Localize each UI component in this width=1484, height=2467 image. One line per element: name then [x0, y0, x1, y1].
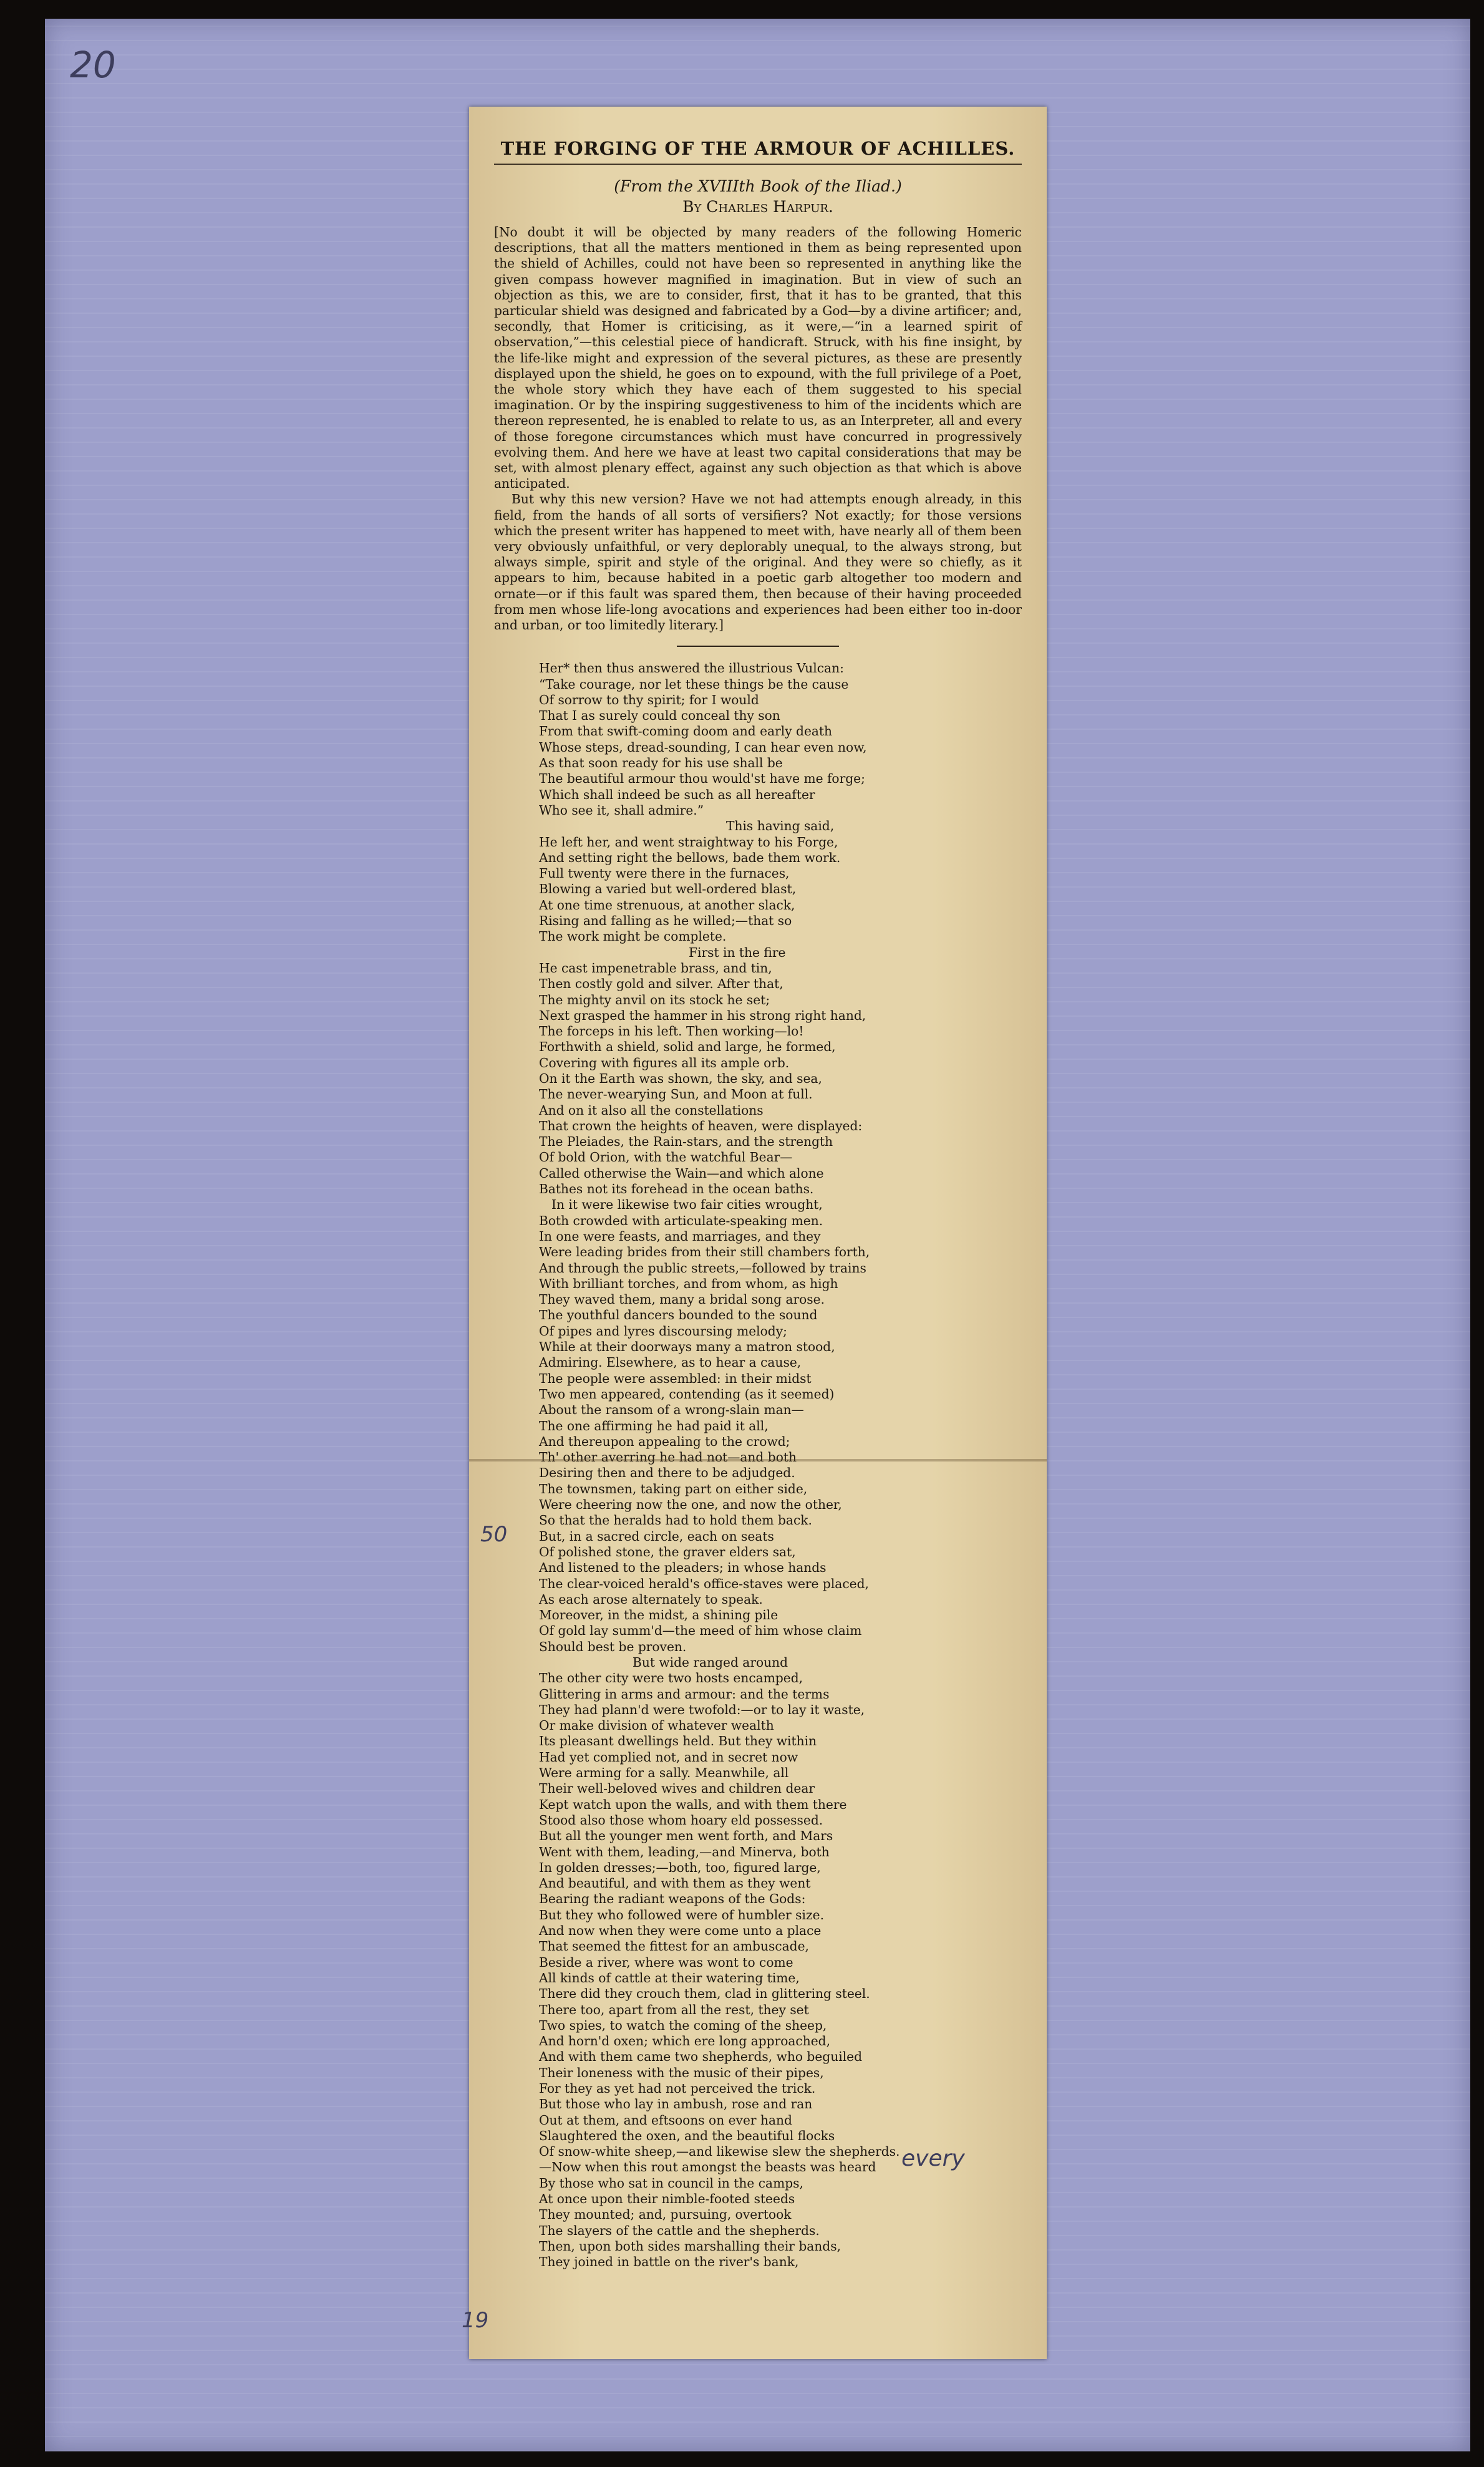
poem-line: From that swift-coming doom and early death	[539, 724, 833, 739]
poem-line: Two spies, to watch the coming of the sheep,	[539, 2017, 827, 2033]
poem-line: In it were likewise two fair cities wrought,	[551, 1197, 823, 1213]
poem-line: That I as surely could conceal thy son	[539, 708, 780, 724]
poem-line: Who see it, shall admire.”	[539, 802, 704, 818]
poem-line: Her* then thus answered the illustrious Vulcan:	[539, 661, 844, 676]
poem-line: They waved them, many a bridal song arose.	[539, 1292, 825, 1307]
poem-line: And thereupon appealing to the crowd;	[539, 1433, 790, 1449]
poem-line: And on it also all the constellations	[539, 1102, 764, 1118]
poem-line: Forthwith a shield, solid and large, he formed,	[539, 1039, 836, 1055]
poem-line: So that the heralds had to hold them back.	[539, 1513, 812, 1528]
poem-title: THE FORGING OF THE ARMOUR OF ACHILLES.	[494, 138, 1022, 165]
poem-line: They joined in battle on the river's bank,	[539, 2254, 799, 2270]
poem-line: But all the younger men went forth, and Mars	[539, 1828, 833, 1844]
poem-line: The work might be complete.	[539, 929, 727, 944]
poem-line: Of polished stone, the graver elders sat,	[539, 1544, 796, 1559]
poem-line: For they as yet had not perceived the trick.	[539, 2081, 816, 2096]
poem-line: “Take courage, nor let these things be the cause	[539, 676, 849, 692]
poem-line: Of sorrow to thy spirit; for I would	[539, 692, 759, 707]
poem-line: Beside a river, where was wont to come	[539, 1954, 793, 1970]
poem-line: Which shall indeed be such as all hereafter	[539, 787, 815, 802]
poem-line: And listened to the pleaders; in whose hands	[539, 1560, 827, 1576]
poem-line: He left her, and went straightway to his Forge,	[539, 834, 838, 850]
poem-line: The clear-voiced herald's office-staves were placed,	[539, 1576, 869, 1591]
poem-line: And horn'd oxen; which ere long approached,	[539, 2033, 831, 2049]
preface-paragraph: [No doubt it will be objected by many readers of the following Homeric descriptions, that all the matters mentioned in them as being represented upon the shield of Achilles, could not have been so represented in anything like the given compass however magnified in imagination. But in view of such an objection as this, we are to consider, first, that it has to be granted, that this particular shield was designed and fabricated by a God—by a divine artificer; and, secondly, that Homer is criticising, as it were,—“in a learned spirit of observation,”—this celestial piece of handicraft. Struck, with his fine insight, by the life-like might and expression of the several pictures, as these are presently displayed upon the shield, he goes on to expound, with the full privilege of a Poet, the whole story which they have each of them suggested to his special imagination. Or by the inspiring suggestiveness to him of the incidents which are thereon represented, he is enabled to relate to us, as an Interpreter, all and every of those foregone circumstances which must have concurred in progressively evolving them. And here we have at least two capital considerations that may be set, with almost plenary effect, against any such objection as that which is above anticipated.	[494, 225, 1022, 492]
poem-line: Were leading brides from their still chambers forth,	[539, 1244, 870, 1260]
poem-text	[494, 661, 1022, 2270]
poem-line: Out at them, and eftsoons on ever hand	[539, 2112, 792, 2128]
poem-line: This having said,	[726, 818, 835, 834]
poem-line: Called otherwise the Wain—and which alone	[539, 1165, 824, 1181]
poem-line: As that soon ready for his use shall be	[539, 755, 783, 771]
bottom-number: 19	[462, 2308, 489, 2333]
poem-line: The beautiful armour thou would'st have me forge;	[539, 771, 865, 787]
poem-line: Should best be proven.	[539, 1639, 687, 1654]
poem-line: The never-wearying Sun, and Moon at full.	[539, 1087, 813, 1102]
divider-rule	[677, 646, 839, 647]
poem-line: Then costly gold and silver. After that,	[539, 976, 783, 992]
poem-line: First in the fire	[689, 944, 786, 960]
poem-line: They mounted; and, pursuing, overtook	[539, 2207, 792, 2222]
poem-line: Or make division of whatever wealth	[539, 1718, 774, 1733]
poem-line: Then, upon both sides marshalling their bands,	[539, 2238, 841, 2254]
poem-line: There too, apart from all the rest, they set	[539, 2002, 809, 2017]
poem-line: Th' other averring he had not—and both	[539, 1450, 797, 1465]
poem-line: Of bold Orion, with the watchful Bear—	[539, 1150, 793, 1165]
poem-line: The mighty anvil on its stock he set;	[539, 992, 770, 1007]
poem-line: Kept watch upon the walls, and with them there	[539, 1796, 847, 1812]
poem-line: Moreover, in the midst, a shining pile	[539, 1607, 778, 1623]
poem-line: Full twenty were there in the furnaces,	[539, 866, 790, 881]
poem-line: There did they crouch them, clad in glittering steel.	[539, 1986, 870, 2002]
poem-line: And setting right the bellows, bade them work.	[539, 850, 841, 865]
poem-line: Slaughtered the oxen, and the beautiful flocks	[539, 2128, 835, 2143]
poem-line: The youthful dancers bounded to the sound	[539, 1307, 818, 1323]
poem-line: All kinds of cattle at their watering time,	[539, 1970, 800, 1985]
clipping-seam	[469, 1459, 1047, 1461]
poem-line: Blowing a varied but well-ordered blast,	[539, 881, 797, 897]
poem-line: Whose steps, dread-sounding, I can hear even now,	[539, 739, 867, 755]
poem-line: That seemed the fittest for an ambuscade,	[539, 1939, 809, 1954]
poem-line: And through the public streets,—followed by trains	[539, 1260, 866, 1276]
poem-line: Its pleasant dwellings held. But they within	[539, 1733, 817, 1749]
poem-line: Both crowded with articulate-speaking men.	[539, 1213, 823, 1228]
preface-paragraph: But why this new version? Have we not had attempts enough already, in this field, from the hands of all sorts of versifiers? Not exactly; for those versions which the present writer has happened to meet with, have nearly all of them been very obviously unfaithful, or very deplorably unequal, to the always strong, but always simple, spirit and style of the original. And they were so chiefly, as it appears to him, because habited in a poetic garb altogether too modern and ornate—or if this fault was spared them, then because of their having proceeded from men whose life-long avocations and experiences had been either too in-door and urban, or too limitedly literary.]	[494, 492, 1022, 633]
poem-line: Were arming for a sally. Meanwhile, all	[539, 1765, 789, 1781]
source-note: (From the XVIIIth Book of the Iliad.)	[614, 177, 902, 195]
poem-line: Next grasped the hammer in his strong right hand,	[539, 1007, 866, 1023]
poem-line: The slayers of the cattle and the shepherds.	[539, 2222, 820, 2238]
poem-line: He cast impenetrable brass, and tin,	[539, 960, 772, 976]
author-byline: By Charles Harpur.	[682, 198, 833, 216]
poem-line: Rising and falling as he willed;—that so	[539, 913, 792, 929]
poem-line: —Now when this rout amongst the beasts was heard	[539, 2159, 876, 2175]
poem-line: At one time strenuous, at another slack,	[539, 897, 795, 913]
poem-line: Glittering in arms and armour: and the terms	[539, 1686, 830, 1702]
poem-line: They had plann'd were twofold:—or to lay it waste,	[539, 1702, 865, 1717]
poem-line: Were cheering now the one, and now the other,	[539, 1497, 842, 1513]
poem-line: But those who lay in ambush, rose and ran	[539, 2096, 813, 2112]
newspaper-clipping	[469, 107, 1047, 2359]
poem-line: Covering with figures all its ample orb.	[539, 1055, 790, 1070]
poem-line: And now when they were come unto a place	[539, 1923, 822, 1939]
poem-line: The people were assembled: in their midst	[539, 1370, 812, 1386]
poem-line: Had yet complied not, and in secret now	[539, 1749, 798, 1765]
poem-line: In golden dresses;—both, too, figured large,	[539, 1859, 821, 1875]
poem-line: The forceps in his left. Then working—lo!	[539, 1024, 804, 1039]
poem-line: Of pipes and lyres discoursing melody;	[539, 1323, 787, 1339]
margin-line-number: 50	[480, 1522, 508, 1547]
poem-line: But they who followed were of humbler size.	[539, 1907, 824, 1922]
poem-line: At once upon their nimble-footed steeds	[539, 2191, 795, 2207]
poem-line: The Pleiades, the Rain-stars, and the strength	[539, 1134, 833, 1150]
poem-line: The townsmen, taking part on either side,	[539, 1481, 808, 1496]
poem-line: The other city were two hosts encamped,	[539, 1670, 803, 1686]
poem-line: Went with them, leading,—and Minerva, both	[539, 1844, 830, 1859]
poem-line: And with them came two shepherds, who beguiled	[539, 2049, 862, 2065]
poem-line: About the ransom of a wrong-slain man—	[539, 1402, 804, 1418]
poem-line: And beautiful, and with them as they went	[539, 1876, 811, 1891]
poem-line: Their loneness with the music of their pipes,	[539, 2065, 824, 2080]
poem-line: Their well-beloved wives and children dear	[539, 1781, 815, 1796]
poem-line: The one affirming he had paid it all,	[539, 1418, 769, 1433]
poem-line: Two men appeared, contending (as it seemed)	[539, 1386, 835, 1402]
margin-note: every	[901, 2146, 965, 2171]
poem-line: Admiring. Elsewhere, as to hear a cause,	[539, 1355, 802, 1370]
poem-line: Of gold lay summ'd—the meed of him whose claim	[539, 1623, 862, 1639]
poem-line: Stood also those whom hoary eld possessed.	[539, 1812, 823, 1828]
preface	[494, 225, 1022, 633]
poem-line: Of snow-white sheep,—and likewise slew the shepherds.	[539, 2144, 900, 2159]
poem-line: With brilliant torches, and from whom, as high	[539, 1276, 838, 1291]
poem-line: While at their doorways many a matron stood,	[539, 1339, 835, 1355]
poem-line: Bearing the radiant weapons of the Gods:	[539, 1891, 806, 1907]
page-number: 20	[70, 44, 116, 86]
poem-line: That crown the heights of heaven, were displayed:	[539, 1118, 863, 1133]
poem-line: Desiring then and there to be adjudged.	[539, 1465, 795, 1481]
poem-line: In one were feasts, and marriages, and they	[539, 1228, 821, 1244]
poem-line: But, in a sacred circle, each on seats	[539, 1528, 774, 1544]
poem-line: But wide ranged around	[633, 1654, 788, 1670]
poem-line: By those who sat in council in the camps,	[539, 2175, 803, 2191]
poem-line: As each arose alternately to speak.	[539, 1591, 763, 1607]
poem-line: On it the Earth was shown, the sky, and sea,	[539, 1071, 822, 1086]
poem-line: Bathes not its forehead in the ocean baths.	[539, 1181, 814, 1197]
